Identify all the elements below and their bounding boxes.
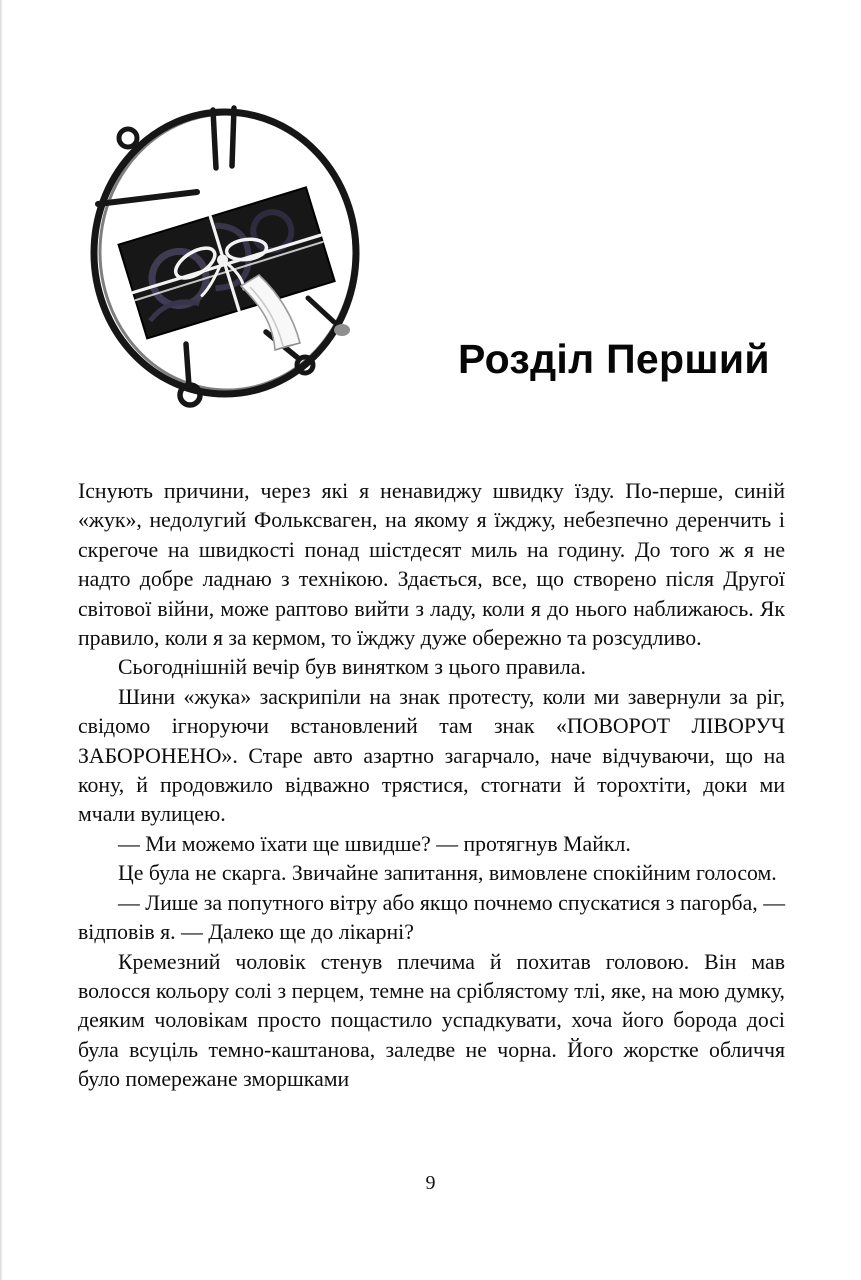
body-paragraph: Існують причини, через які я ненавиджу швидку їзду. По-перше, синій «жук», недолугий Фольксваген, на якому я їжджу, небезпечно деренчить і скрегоче на швидкості понад шістдесят миль на годину. До того ж я не надто добре ладнаю з технікою. Здається, все, що створено після Другої світової війни, може раптово вийти з ладу, коли я до нього наближаюсь. Як правило, коли я за кермом, то їжджу дуже обережно та розсудливо.	[78, 479, 785, 651]
body-paragraph-dialogue: — Лише за попутного вітру або якщо почнемо спускатися з пагорба, — відповів я. — Далеко ще до лікарні?	[78, 890, 785, 945]
parcel-illustration-svg	[76, 96, 370, 418]
scan-edge-shadow	[0, 0, 3, 1280]
chapter-heading: Розділ Перший	[458, 336, 770, 382]
page-number: 9	[425, 1172, 436, 1194]
wrapped-parcel-illustration	[76, 96, 370, 418]
body-paragraph: Кремезний чоловік стенув плечима й похитав головою. Він мав волосся кольору солі з перцем, темне на сріблястому тлі, яке, на мою думку, деяким чоловікам просто пощастило успадкувати, хоча його борода досі була всуціль темно-каштанова, заледве не чорна. Його жорстке обличчя було помережане зморшками	[78, 949, 785, 1092]
body-paragraph: Це була не скарга. Звичайне запитання, вимовлене спокійним голосом.	[118, 861, 777, 886]
body-paragraph: Шини «жука» заскрипіли на знак протесту, коли ми завернули за ріг, свідомо ігноруючи встановлений там знак «ПОВОРОТ ЛІВОРУЧ ЗАБОРОНЕНО». Старе авто азартно загарчало, наче відчуваючи, що на кону, й продовжило відважно трястися, стогнати й торохтіти, доки ми мчали вулицею.	[78, 684, 785, 827]
body-text	[78, 477, 785, 1095]
body-paragraph: Сьогоднішній вечір був винятком з цього правила.	[118, 655, 586, 680]
parcel	[119, 187, 335, 338]
body-paragraph-dialogue: — Ми можемо їхати ще швидше? — протягнув Майкл.	[118, 831, 631, 856]
stick-end-dot	[334, 324, 350, 336]
